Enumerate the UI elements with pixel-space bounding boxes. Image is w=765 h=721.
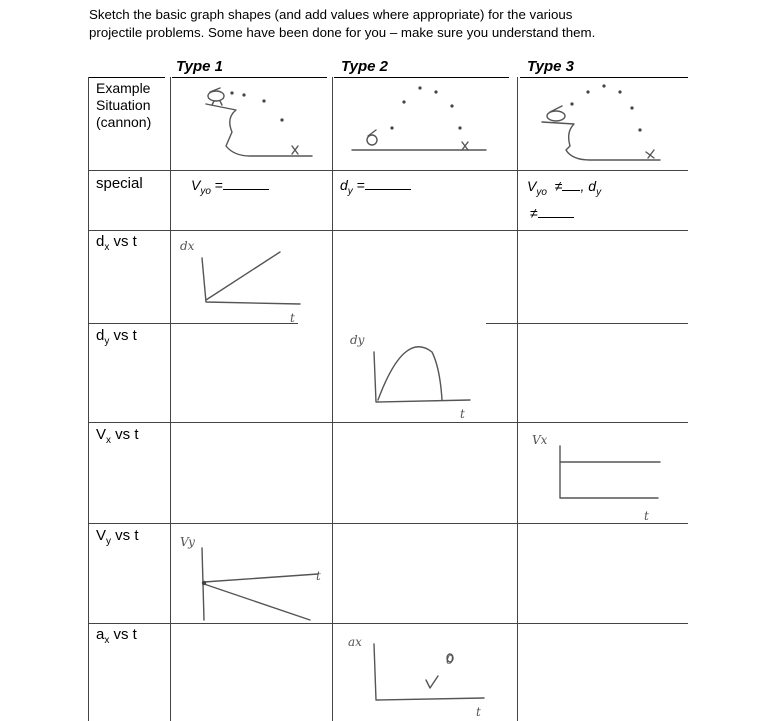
cannon-sketch-type1 bbox=[206, 88, 312, 156]
value-label-zero: 0 bbox=[446, 653, 454, 667]
axis-label-t-ax: t bbox=[476, 705, 481, 719]
special-type2: $d_y$ = bbox=[340, 176, 411, 197]
row-label-example-line1: Example bbox=[96, 80, 151, 96]
row-label-dy: $d_y$ vs t bbox=[96, 327, 137, 347]
graph-vx-type3 bbox=[560, 446, 660, 498]
graph-vy-type1 bbox=[202, 548, 318, 620]
axis-label-dy: dy bbox=[350, 333, 365, 347]
row-label-dx: $d_x$ vs t bbox=[96, 233, 137, 253]
instructions-line-1: Sketch the basic graph shapes (and add values where appropriate) for the various bbox=[89, 7, 573, 22]
cannon-sketch-type3 bbox=[542, 106, 660, 160]
axis-label-t-vx: t bbox=[644, 509, 649, 523]
column-header-type3: Type 3 bbox=[527, 58, 574, 75]
special-type3: $V_{yo}$ ≠ , $d_y$ bbox=[527, 178, 602, 198]
axis-label-ax: ax bbox=[348, 635, 362, 649]
axis-label-vy: Vy bbox=[180, 535, 195, 549]
special-type1: $V_{yo}$ = bbox=[191, 176, 269, 197]
cannon-sketch-type2 bbox=[352, 130, 486, 150]
row-label-vy: $V_y$ vs t bbox=[96, 527, 139, 547]
row-label-example-line2: Situation bbox=[96, 97, 151, 113]
graph-dy-type2 bbox=[374, 347, 470, 402]
column-header-type2: Type 2 bbox=[341, 58, 388, 75]
axis-label-vx: Vx bbox=[532, 433, 548, 447]
row-label-vx: $V_x$ vs t bbox=[96, 426, 139, 446]
column-header-type1: Type 1 bbox=[176, 58, 223, 75]
axis-label-t-vy: t bbox=[316, 569, 321, 583]
row-label-example-line3: (cannon) bbox=[96, 114, 152, 130]
axis-label-t-dy: t bbox=[460, 407, 465, 421]
special-type3-line2: ≠ bbox=[530, 204, 574, 221]
graph-dx-type1 bbox=[202, 252, 300, 304]
axis-label-dx: dx bbox=[180, 239, 195, 253]
graph-ax-type2 bbox=[374, 644, 484, 700]
instructions-line-2: projectile problems. Some have been done for you – make sure you understand them. bbox=[89, 25, 596, 40]
axis-label-t-dx: t bbox=[290, 311, 295, 325]
row-label-ax: $a_x$ vs t bbox=[96, 626, 137, 646]
row-label-special: special bbox=[96, 175, 143, 192]
